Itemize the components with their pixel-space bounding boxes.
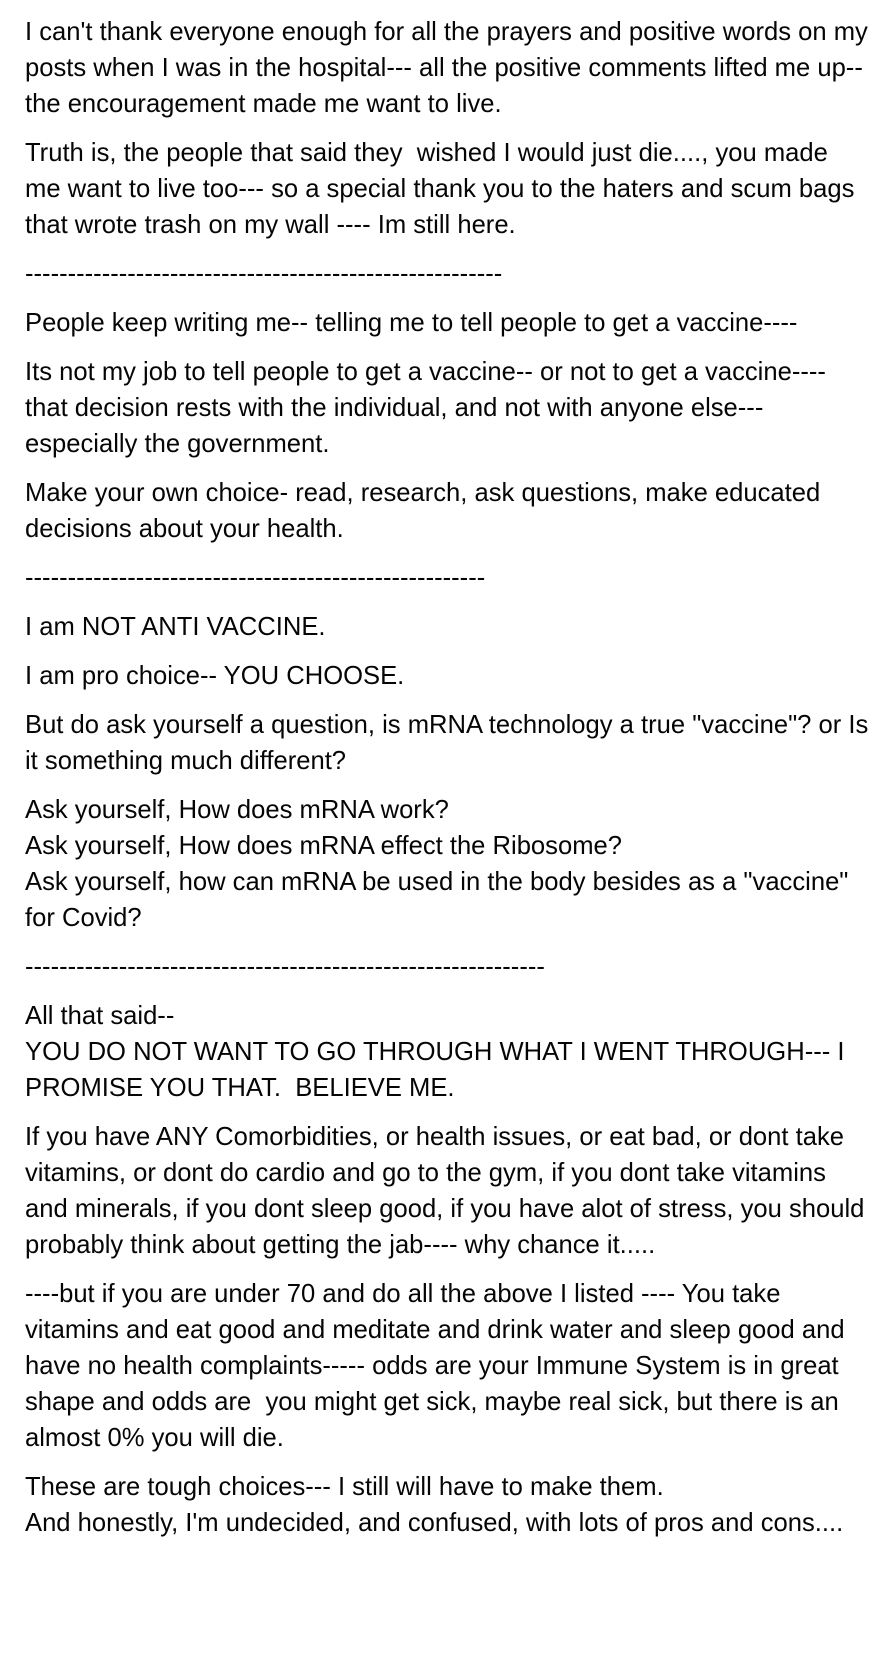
- post-paragraph-gratitude: I can't thank everyone enough for all the prayers and positive words on my posts when I was in the hospital--- all the positive comments lifted me up-- the encouragement made me want to live.: [25, 18, 875, 118]
- post-paragraph-comorbidities: If you have ANY Comorbidities, or health issues, or eat bad, or dont take vitamins, or dont do cardio and go to the gym, if you dont take vitamins and minerals, if you dont sleep good, if you have alot of stress, you should probably think about getting the jab---- why chance it.....: [25, 1123, 872, 1259]
- post-paragraph-ask-yourself: Ask yourself, How does mRNA work? Ask yourself, How does mRNA effect the Ribosome? Ask yourself, how can mRNA be used in the body besides as a "vaccine" for Covid?: [25, 796, 849, 932]
- post-divider: --------------------------------------------------------: [25, 260, 503, 288]
- post-paragraph-question: But do ask yourself a question, is mRNA technology a true "vaccine"? or Is it something much different?: [25, 711, 876, 775]
- post-paragraph-people-writing: People keep writing me-- telling me to tell people to get a vaccine----: [25, 309, 798, 337]
- post-paragraph-haters: Truth is, the people that said they wished I would just die...., you made me want to live too--- so a special thank you to the haters and scum bags that wrote trash on my wall ---- Im still here.: [25, 139, 862, 239]
- post-paragraph-pro-choice: I am pro choice-- YOU CHOOSE.: [25, 662, 405, 690]
- post-paragraph-own-choice: Make your own choice- read, research, ask questions, make educated decisions about your health.: [25, 479, 828, 543]
- post-divider: -------------------------------------------------------------: [25, 953, 545, 981]
- post-paragraph-tough-choices: These are tough choices--- I still will have to make them. And honestly, I'm undecided, and confused, with lots of pros and cons....: [25, 1473, 844, 1537]
- post-paragraph-under-70: ----but if you are under 70 and do all the above I listed ---- You take vitamins and eat good and meditate and drink water and sleep good and have no health complaints----- odds are your Immune System is in great shape and odds are you might get sick, maybe real sick, but there is an almost 0% you will die.: [25, 1280, 852, 1452]
- post-paragraph-not-anti: I am NOT ANTI VACCINE.: [25, 613, 326, 641]
- post-paragraph-not-my-job: Its not my job to tell people to get a vaccine-- or not to get a vaccine---- that decision rests with the individual, and not with anyone else--- especially the government.: [25, 358, 834, 458]
- post-divider: ------------------------------------------------------: [25, 564, 486, 592]
- post-paragraph-all-that-said: All that said-- YOU DO NOT WANT TO GO THROUGH WHAT I WENT THROUGH--- I PROMISE YOU THAT. BELIEVE ME.: [25, 1002, 845, 1102]
